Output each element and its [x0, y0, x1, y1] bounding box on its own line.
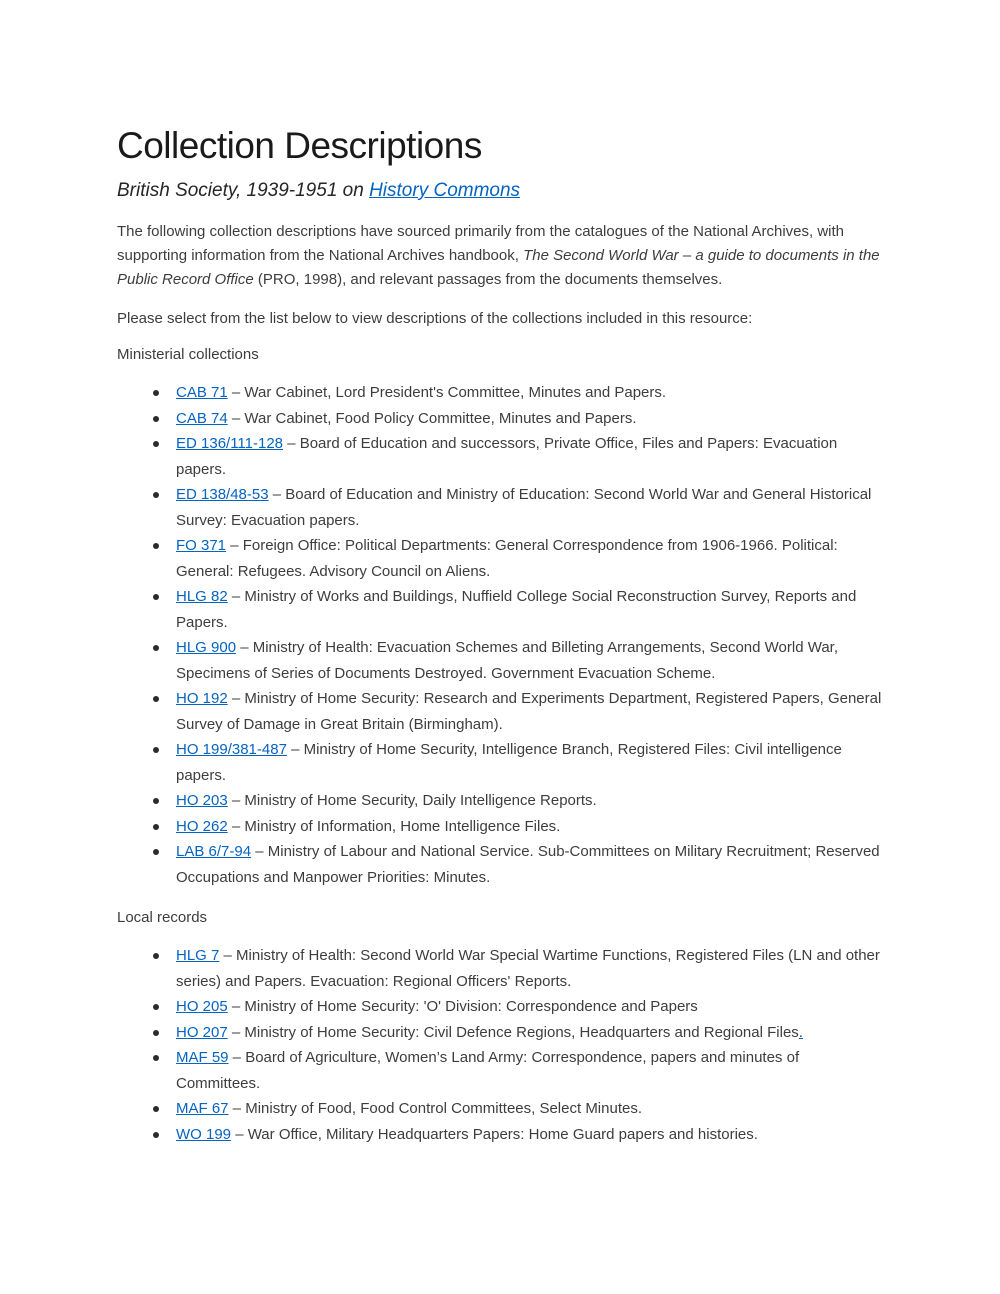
bullet-icon [153, 747, 159, 753]
collection-description: – Ministry of Health: Second World War Special Wartime Functions, Registered Files (LN and other series) and Papers. Evacuation: Regional Officers' Reports. [176, 947, 880, 990]
collection-code-link[interactable]: HO 262 [176, 817, 228, 835]
list-item [117, 943, 882, 994]
bullet-icon [153, 696, 159, 702]
collection-description: – Ministry of Information, Home Intelligence Files. [227, 817, 561, 835]
bullet-icon [153, 390, 159, 396]
collection-code-link[interactable]: ED 138/48-53 [176, 486, 269, 503]
collection-description: – Board of Education and Ministry of Education: Second World War and General Historical Survey: Evacuation papers. [176, 486, 872, 529]
collection-description: – Ministry of Home Security: Research and Experiments Department, Registered Papers, General Survey of Damage in Great Britain (Birmingham). [176, 690, 882, 733]
select-prompt: Please select from the list below to view descriptions of the collections included in this resource: [117, 310, 753, 327]
list-item [117, 839, 882, 890]
collection-description: – Foreign Office: Political Departments: General Correspondence from 1906-1966. Political: General: Refugees. Advisory Council on Aliens. [176, 537, 838, 580]
collection-code-link[interactable]: LAB 6/7-94 [176, 843, 252, 860]
list-item [117, 1045, 882, 1096]
collection-description: – Ministry of Labour and National Service. Sub-Committees on Military Recruitment; Reserved Occupations and Manpower Priorities: Minutes. [176, 843, 880, 886]
bullet-icon [153, 798, 159, 804]
bullet-icon [153, 441, 159, 447]
collection-description: – War Office, Military Headquarters Papers: Home Guard papers and histories. [231, 1125, 758, 1143]
collection-code-link[interactable]: CAB 74 [176, 409, 228, 427]
subtitle-text: British Society, 1939-1951 on [117, 180, 370, 201]
bullet-icon [153, 543, 159, 549]
history-commons-link[interactable]: History Commons [369, 180, 521, 201]
collection-description: – Ministry of Home Security: 'O' Division: Correspondence and Papers [227, 998, 698, 1015]
list-item [117, 737, 882, 788]
intro-book-title: The Second World War – a guide to documents in the Public Record Office [117, 247, 880, 288]
bullet-icon [153, 1055, 159, 1061]
bullet-icon [153, 953, 159, 959]
intro-paragraph [117, 220, 882, 292]
collection-code-link[interactable]: FO 371 [176, 537, 227, 554]
intro-text-2: (PRO, 1998), and relevant passages from the documents themselves. [253, 271, 723, 288]
trailing-period-link[interactable]: . [798, 1023, 803, 1041]
collection-description: – Board of Agriculture, Women’s Land Army: Correspondence, papers and minutes of Committees. [176, 1049, 800, 1092]
list-item [117, 406, 882, 432]
collection-code-link[interactable]: MAF 59 [176, 1049, 229, 1066]
collection-code-link[interactable]: CAB 71 [176, 384, 228, 401]
collection-description: – Ministry of Health: Evacuation Schemes and Billeting Arrangements, Second World War, Specimens of Series of Documents Destroyed. Government Evacuation Scheme. [176, 639, 839, 682]
bullet-icon [153, 1030, 159, 1036]
collection-description: – Ministry of Home Security: Civil Defence Regions, Headquarters and Regional Files [227, 1023, 799, 1041]
page-title: Collection Descriptions [117, 125, 482, 166]
bullet-icon [153, 1106, 159, 1112]
collection-description: – Ministry of Home Security, Daily Intelligence Reports. [227, 792, 597, 809]
list-item [117, 533, 882, 584]
intro-text-1: The following collection descriptions have sourced primarily from the catalogues of the National Archives, with supporting information from the National Archives handbook, [117, 223, 845, 264]
list-item [117, 814, 882, 840]
bullet-icon [153, 594, 159, 600]
collection-description: – War Cabinet, Food Policy Committee, Minutes and Papers. [227, 409, 637, 427]
list-item [117, 1020, 882, 1046]
collection-description: – Board of Education and successors, Private Office, Files and Papers: Evacuation papers. [176, 435, 838, 478]
list-item [117, 482, 882, 533]
document-content [117, 126, 882, 1163]
collection-description: – Ministry of Food, Food Control Committees, Select Minutes. [228, 1100, 643, 1117]
collection-code-link[interactable]: HO 207 [176, 1023, 228, 1041]
list-item [117, 584, 882, 635]
bullet-icon [153, 849, 159, 855]
list-item [117, 431, 882, 482]
collection-code-link[interactable]: HO 199/381-487 [176, 741, 287, 758]
collection-code-link[interactable]: HLG 900 [176, 639, 237, 656]
collection-code-link[interactable]: HO 192 [176, 690, 228, 707]
list-item [117, 380, 882, 406]
ministerial-collections-list [117, 380, 882, 890]
list-item [117, 686, 882, 737]
local-records-list [117, 943, 882, 1147]
bullet-icon [153, 1004, 159, 1010]
page-subtitle [117, 178, 882, 204]
collection-code-link[interactable]: MAF 67 [176, 1100, 229, 1117]
list-item [117, 1096, 882, 1122]
bullet-icon [153, 492, 159, 498]
bullet-icon [153, 1132, 159, 1138]
list-item [117, 994, 882, 1020]
section-heading-ministerial: Ministerial collections [117, 346, 259, 363]
bullet-icon [153, 416, 159, 422]
collection-code-link[interactable]: ED 136/111-128 [176, 435, 284, 452]
collection-code-link[interactable]: HO 205 [176, 998, 228, 1015]
list-item [117, 788, 882, 814]
bullet-icon [153, 824, 159, 830]
bullet-icon [153, 645, 159, 651]
collection-description: – War Cabinet, Lord President's Committee, Minutes and Papers. [227, 384, 667, 401]
collection-code-link[interactable]: WO 199 [176, 1125, 232, 1143]
list-item [117, 635, 882, 686]
collection-code-link[interactable]: HO 203 [176, 792, 228, 809]
collection-description: – Ministry of Home Security, Intelligence Branch, Registered Files: Civil intelligence papers. [176, 741, 842, 784]
section-heading-local-records: Local records [117, 909, 208, 926]
list-item [117, 1122, 882, 1148]
collection-code-link[interactable]: HLG 82 [176, 588, 228, 605]
collection-description: – Ministry of Works and Buildings, Nuffield College Social Reconstruction Survey, Reports and Papers. [176, 588, 857, 631]
collection-code-link[interactable]: HLG 7 [176, 947, 220, 964]
